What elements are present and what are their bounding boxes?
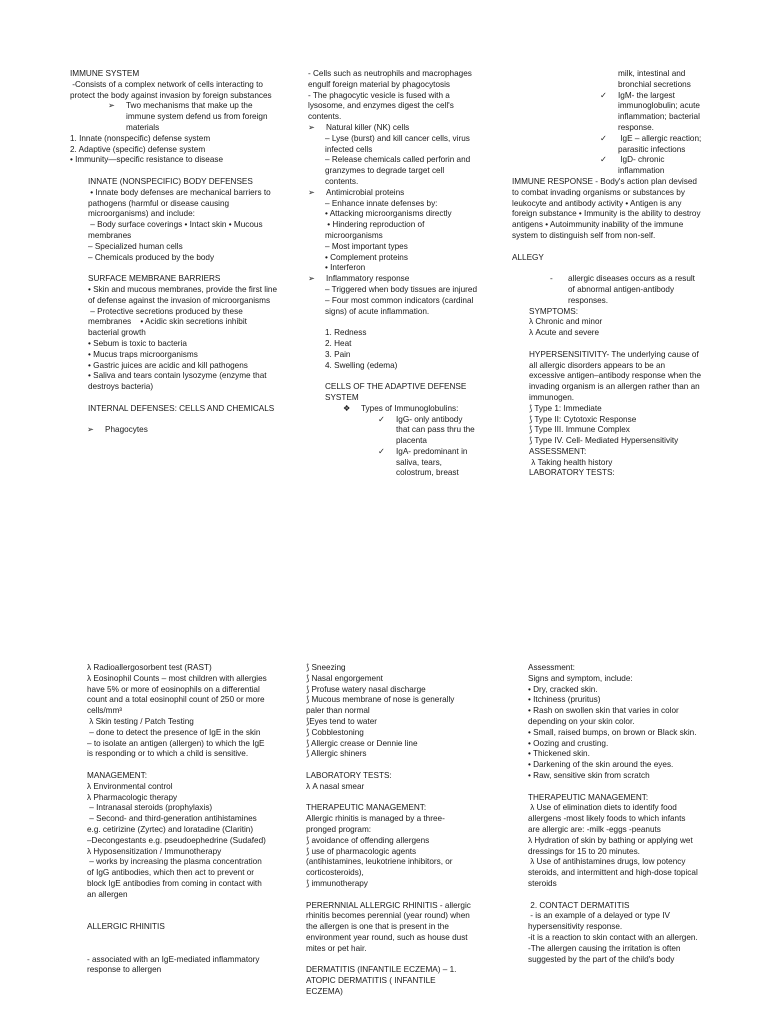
text-line: λ A nasal smear: [306, 781, 365, 791]
text-line: - Cells such as neutrophils and macrophages engulf foreign material by phagocytosis: [308, 69, 475, 89]
text-line: [306, 890, 471, 901]
text-line: λ Taking health history: [529, 457, 613, 467]
page2-column-3: [528, 663, 701, 965]
text-line: -it is a reaction to skin contact with an allergen.: [528, 932, 698, 942]
bullet-item: [512, 134, 702, 156]
text-line: [70, 263, 280, 274]
text-line: THERAPEUTIC MANAGEMENT:: [528, 792, 649, 802]
text-line: IMMUNE SYSTEM: [70, 69, 140, 78]
text-line: [308, 317, 478, 328]
text-line: 3. Pain: [325, 349, 351, 359]
text-line: [512, 263, 702, 274]
text-line: λ Skin testing / Patch Testing: [87, 716, 194, 726]
text-line: DERMATITIS (INFANTILE ECZEMA) – 1. ATOPIC DERMATITIS ( INFANTILE ECZEMA): [306, 965, 459, 996]
text-line: [70, 415, 280, 426]
text-line: • Thickened skin.: [528, 749, 590, 759]
bullet-text: Two mechanisms that make up the immune system defend us from foreign materials: [126, 101, 270, 132]
text-line: [87, 944, 270, 955]
text-line: ⟆ immunotherapy: [306, 878, 368, 888]
bullet-text: IgA- predominant in saliva, tears, colostrum, breast: [396, 446, 470, 478]
bullet-item: [308, 123, 478, 134]
text-line: ⟆ Type II: Cytotoxic Response: [529, 414, 637, 424]
text-line: • Darkening of the skin around the eyes.: [528, 760, 674, 770]
text-line: 1. Redness: [325, 328, 367, 338]
text-line: 2. Heat: [325, 338, 352, 348]
text-line: – Most important types: [325, 241, 408, 251]
text-line: Allergic rhinitis is managed by a three-pronged program:: [306, 814, 445, 834]
text-line: LABORATORY TESTS:: [529, 468, 615, 478]
text-line: λ Eosinophil Counts – most children with allergies have 5% or more of eosinophils on a differential count and a total eosinophil count of 250 or more cells/mm³: [87, 673, 270, 716]
text-line: λ Use of antihistamines drugs, low potency steroids, and intermittent and high-dose topical steroids: [528, 857, 701, 888]
text-line: [308, 371, 478, 382]
page2-column-2: [306, 663, 474, 998]
bullet-item: [512, 155, 702, 177]
page1-column-3: [512, 69, 702, 479]
page2-column-1: [87, 663, 270, 976]
text-line: ALLERGIC RHINITIS: [87, 922, 165, 932]
text-line: ⟆ Profuse watery nasal discharge: [306, 684, 426, 694]
text-line: PERERNNIAL ALLERGIC RHINITIS - allergic rhinitis becomes perennial (year round) when the allergen is one that is present in the environment year round, such as house dust mites or pet hair.: [306, 900, 474, 953]
text-line: – Release chemicals called perforin and granzymes to degrade target cell contents.: [325, 155, 473, 186]
bullet-marker-icon: ✓: [600, 155, 607, 165]
text-line: – Intranasal steroids (prophylaxis): [87, 803, 213, 813]
text-line: – Enhance innate defenses by:: [325, 198, 438, 208]
text-line: [512, 242, 702, 253]
text-line: • Mucus traps microorganisms: [88, 349, 198, 359]
text-line: λ Chronic and minor: [529, 317, 603, 327]
text-line: • Raw, sensitive skin from scratch: [528, 770, 650, 780]
bullet-text: IgG- only antibody that can pass thru the placenta: [396, 414, 478, 446]
text-line: • Sebum is toxic to bacteria: [88, 338, 187, 348]
text-line: • Itchiness (pruritus): [528, 695, 601, 705]
bullet-text: allergic diseases occurs as a result of abnormal antigen-antibody responses.: [568, 274, 698, 305]
text-line: - associated with an IgE-mediated inflammatory response to allergen: [87, 954, 262, 975]
text-line: λ Pharmacologic therapy: [87, 792, 178, 802]
text-line: • Complement proteins: [325, 252, 408, 262]
text-line: [87, 901, 270, 912]
bullet-marker-icon: ✓: [378, 414, 385, 424]
bullet-text: Phagocytes: [105, 425, 148, 435]
text-line: -Consists of a complex network of cells interacting to protect the body against invasion by foreign substances: [70, 79, 272, 100]
text-line: [70, 166, 280, 177]
bullet-marker-icon: ➢: [87, 425, 94, 435]
text-line: – Body surface coverings • Intact skin • Mucous membranes: [88, 220, 265, 240]
bullet-item: [308, 188, 478, 199]
bullet-text: IgD- chronic inflammation: [618, 155, 667, 176]
text-line: λ Radioallergosorbent test (RAST): [87, 663, 212, 672]
text-line: Assessment:: [528, 663, 575, 672]
text-line: IMMUNE RESPONSE - Body's action plan devised to combat invading organisms or substances by leukocyte and antibody activity • Antigen is any foreign substance • Immunity is the ability to destroy antigens • Autoimmunity inability of the immune system to distinguish self from non-self.: [512, 176, 703, 240]
text-line: – Lyse (burst) and kill cancer cells, virus infected cells: [325, 133, 473, 154]
text-line: λ Acute and severe: [529, 328, 600, 338]
bullet-marker-icon: ➢: [308, 274, 315, 284]
text-line: ⟆ Type III. Immune Complex: [529, 425, 630, 435]
text-line: – done to detect the presence of IgE in the skin: [87, 727, 261, 737]
text-line: – Triggered when body tissues are injured: [325, 284, 478, 294]
text-line: SYMPTOMS:: [529, 306, 578, 316]
bullet-text: Types of Immunoglobulins:: [361, 403, 459, 413]
text-line: ASSESSMENT:: [529, 446, 587, 456]
text-line: [87, 760, 270, 771]
text-line: • Small, raised bumps, on brown or Black skin.: [528, 727, 697, 737]
text-line: – to isolate an antigen (allergen) to which the IgE is responding or to which a child is sensitive.: [87, 738, 267, 759]
bullet-marker-icon: ➢: [308, 187, 315, 197]
text-line: 1. Innate (nonspecific) defense system: [70, 133, 211, 143]
text-line: ⟆ avoidance of offending allergens: [306, 835, 430, 845]
text-line: λ Use of elimination diets to identify food allergens -most likely foods to which infants are allergic are: -milk -eggs -peanuts: [528, 803, 688, 834]
text-line: [528, 890, 698, 901]
text-line: – Protective secretions produced by these membranes • Acidic skin secretions inhibit bacterial growth: [88, 306, 250, 338]
text-line: SURFACE MEMBRANE BARRIERS: [88, 274, 221, 284]
text-line: [87, 933, 270, 944]
text-line: - is an example of a delayed or type IV hypersensitivity response.: [528, 911, 673, 932]
bullet-item: [70, 101, 280, 133]
text-line: ⟆Eyes tend to water: [306, 716, 378, 726]
text-line: • Innate body defenses are mechanical barriers to pathogens (harmful or disease causing microorganisms) and include:: [88, 187, 273, 219]
document-page-2: [0, 655, 768, 1024]
text-line: ALLEGY: [512, 252, 544, 262]
text-line: – Chemicals produced by the body: [88, 252, 215, 262]
bullet-item: [70, 425, 280, 436]
bullet-item: [512, 91, 702, 134]
text-line: – Specialized human cells: [88, 241, 183, 251]
text-line: ⟆ Mucous membrane of nose is generally paler than normal: [306, 695, 457, 716]
text-line: • Saliva and tears contain lysozyme (enzyme that destroys bacteria): [88, 371, 269, 392]
text-line: 2. Adaptive (specific) defense system: [70, 144, 206, 154]
text-line: LABORATORY TESTS:: [306, 770, 392, 780]
bullet-item: [308, 415, 478, 447]
text-line: [306, 793, 471, 804]
bullet-text: Antimicrobial proteins: [326, 187, 405, 197]
bullet-item: [512, 274, 702, 306]
bullet-marker-icon: ✓: [600, 90, 607, 100]
page1-column-1: [70, 69, 280, 436]
text-line: • Rash on swollen skin that varies in color depending on your skin color.: [528, 706, 682, 726]
text-line: milk, intestinal and bronchial secretions: [618, 69, 691, 89]
text-line: • Hindering reproduction of microorganisms: [325, 220, 427, 240]
text-line: [87, 911, 270, 922]
text-line: – Four most common indicators (cardinal signs) of acute inflammation.: [325, 295, 476, 316]
text-line: λ Environmental control: [87, 781, 173, 791]
bullet-marker-icon: ✓: [378, 446, 385, 456]
bullet-marker-icon: ➢: [308, 122, 315, 132]
text-line: – Second- and third-generation antihistamines e.g. cetirizine (Zyrtec) and loratadine (Claritin): [87, 814, 260, 834]
text-line: • Gastric juices are acidic and kill pathogens: [88, 360, 248, 370]
text-line: INTERNAL DEFENSES: CELLS AND CHEMICALS: [88, 403, 275, 413]
text-line: ⟆ Type IV. Cell- Mediated Hypersensitivity: [529, 436, 679, 446]
text-line: THERAPEUTIC MANAGEMENT:: [306, 803, 427, 813]
bullet-item: [308, 274, 478, 285]
page1-column-2: [308, 69, 478, 479]
text-line: ⟆ Type 1: Immediate: [529, 403, 602, 413]
bullet-marker-icon: ✓: [600, 133, 607, 143]
text-line: • Immunity—specific resistance to disease: [70, 155, 224, 165]
text-line: [512, 339, 702, 350]
text-line: ⟆ Sneezing: [306, 663, 346, 672]
bullet-text: IgM- the largest immunoglobulin; acute inflammation; bacterial response.: [618, 90, 703, 132]
text-line: –Decongestants e.g. pseudoephedrine (Sudafed): [87, 835, 266, 845]
text-line: HYPERSENSITIVITY- The underlying cause of all allergic disorders appears to be an excessive antigen–antibody response when the invading organism is an allergen rather than an immunogen.: [529, 349, 704, 402]
text-line: -The allergen causing the irritation is often suggested by the part of the child's body: [528, 943, 683, 964]
text-line: ⟆ use of pharmacologic agents (antihistamines, leukotriene inhibitors, or corticosteroids),: [306, 846, 455, 878]
text-line: λ Hyposensitization / Immunotherapy: [87, 846, 222, 856]
bullet-marker-icon: ❖: [343, 403, 351, 413]
text-line: Signs and symptom, include:: [528, 673, 633, 683]
text-line: [306, 955, 471, 966]
bullet-item: [308, 447, 478, 479]
text-line: 4. Swelling (edema): [325, 360, 398, 370]
text-line: ⟆ Nasal engorgement: [306, 673, 383, 683]
text-line: - The phagocytic vesicle is fused with a lysosome, and enzymes digest the cell's contents.: [308, 90, 457, 122]
bullet-marker-icon: -: [550, 274, 553, 284]
text-line: MANAGEMENT:: [87, 770, 148, 780]
text-line: • Oozing and crusting.: [528, 738, 609, 748]
text-line: [306, 760, 471, 771]
text-line: – works by increasing the plasma concentration of IgG antibodies, which then act to prevent or block IgE antibodies from coming in contact with an allergen: [87, 857, 265, 899]
text-line: • Dry, cracked skin.: [528, 684, 598, 694]
text-line: ⟆ Allergic shiners: [306, 749, 367, 759]
text-line: [528, 782, 698, 793]
text-line: λ Hydration of skin by bathing or applying wet dressings for 15 to 20 minutes.: [528, 835, 696, 856]
text-line: [70, 393, 280, 404]
text-line: • Interferon: [325, 263, 366, 273]
bullet-item: [308, 404, 478, 415]
bullet-marker-icon: ➢: [108, 101, 115, 111]
bullet-text: Natural killer (NK) cells: [326, 122, 410, 132]
text-line: 2. CONTACT DERMATITIS: [528, 900, 630, 910]
text-line: ⟆ Cobblestoning: [306, 727, 364, 737]
bullet-text: IgE – allergic reaction; parasitic infections: [618, 133, 704, 154]
text-line: • Skin and mucous membranes, provide the first line of defense against the invasion of microorganisms: [88, 284, 280, 305]
text-line: INNATE (NONSPECIFIC) BODY DEFENSES: [88, 176, 253, 186]
text-line: • Attacking microorganisms directly: [325, 209, 452, 219]
text-line: CELLS OF THE ADAPTIVE DEFENSE SYSTEM: [325, 382, 469, 402]
bullet-text: Inflammatory response: [326, 274, 410, 284]
text-line: ⟆ Allergic crease or Dennie line: [306, 738, 418, 748]
